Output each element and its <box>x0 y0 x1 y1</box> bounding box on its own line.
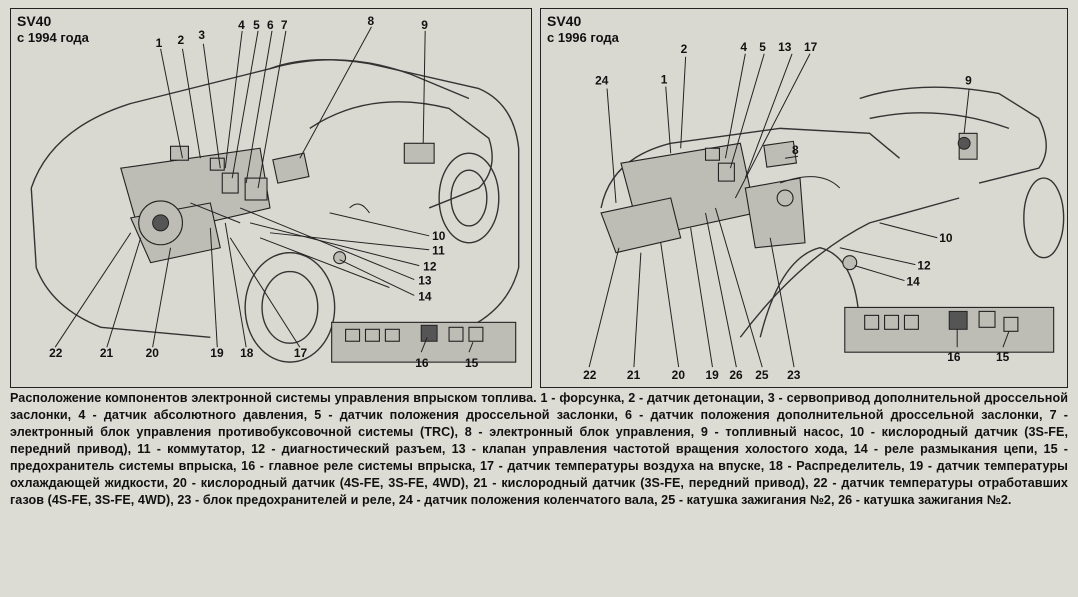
callout-9: 9 <box>421 17 428 32</box>
callout-17: 17 <box>804 39 818 54</box>
callout-6: 6 <box>267 17 274 32</box>
callout-10: 10 <box>939 230 953 245</box>
callout-13: 13 <box>418 273 432 288</box>
car-illustration-1994 <box>11 9 531 387</box>
callout-24: 24 <box>595 73 609 88</box>
car-illustration-1996 <box>541 9 1067 387</box>
callout-21: 21 <box>99 346 114 361</box>
callout-1: 1 <box>660 72 668 87</box>
callout-14: 14 <box>418 289 432 304</box>
callout-17: 17 <box>293 346 308 361</box>
callout-16: 16 <box>947 350 961 365</box>
callout-10: 10 <box>432 228 446 243</box>
callout-20: 20 <box>145 346 159 361</box>
callout-13: 13 <box>778 39 792 54</box>
callout-12: 12 <box>423 259 437 274</box>
callout-21: 21 <box>626 368 641 383</box>
callout-14: 14 <box>906 274 920 289</box>
diagram-1996 <box>540 8 1068 388</box>
callout-8: 8 <box>367 13 375 28</box>
callout-18: 18 <box>240 346 254 361</box>
callout-3: 3 <box>198 27 206 42</box>
callout-4: 4 <box>238 17 245 32</box>
callout-22: 22 <box>583 368 597 383</box>
callout-15: 15 <box>464 356 479 371</box>
callout-19: 19 <box>210 346 224 361</box>
callout-22: 22 <box>49 346 63 361</box>
callout-19: 19 <box>705 368 719 383</box>
year-label: с 1996 года <box>547 30 619 45</box>
figure-caption: Расположение компонентов электронной системы управления впрыском топлива. 1 - форсунка, 2 - датчик детонации, 3 - сервопривод дополнительной дроссельной заслонки, 4 - датчик абсолютного давления, 5 - датчик положения дроссельной заслонки, 6 - датчик положения дополнительной дроссельной заслонки, 7 - электронный блок управления противобуксовочной системы (TRC), 8 - электронный блок управления, 9 - топливный насос, 10 - кислородный датчик (3S-FE, передний привод), 11 - коммутатор, 12 - диагностический разъем, 13 - клапан управления частотой вращения холостого хода, 14 - реле размыкания цепи, 15 - предохранитель системы впрыска, 16 - главное реле системы впрыска, 17 - датчик температуры воздуха на впуске, 18 - Распределитель, 19 - датчик температуры охлаждающей жидкости, 20 - кислородный датчик (4S-FE, 3S-FE, 4WD), 21 - кислородный датчик (3S-FE, передний привод), 22 - датчик температуры отработавших газов (4S-FE, 3S-FE, 4WD), 23 - блок предохранителей и реле, 24 - датчик положения коленчатого вала, 25 - катушка зажигания №2, 26 - катушка зажигания №2. <box>10 391 1068 507</box>
callout-26: 26 <box>729 368 743 383</box>
callout-15: 15 <box>995 350 1010 365</box>
callout-9: 9 <box>965 73 972 88</box>
callout-16: 16 <box>415 356 429 371</box>
callout-2: 2 <box>177 32 185 47</box>
model-label: SV40 <box>547 13 582 29</box>
callout-11: 11 <box>432 243 445 258</box>
model-label: SV40 <box>17 13 52 29</box>
callout-7: 7 <box>280 17 288 32</box>
callout-4: 4 <box>740 39 747 54</box>
callout-1: 1 <box>155 35 163 50</box>
callout-5: 5 <box>253 17 260 32</box>
callout-12: 12 <box>917 258 931 273</box>
callout-20: 20 <box>671 368 685 383</box>
callout-25: 25 <box>755 368 769 383</box>
year-label: с 1994 года <box>17 30 89 45</box>
callout-23: 23 <box>787 368 801 383</box>
callout-2: 2 <box>680 41 688 56</box>
callout-8: 8 <box>792 143 799 158</box>
callout-5: 5 <box>759 39 766 54</box>
diagram-1994 <box>10 8 532 388</box>
